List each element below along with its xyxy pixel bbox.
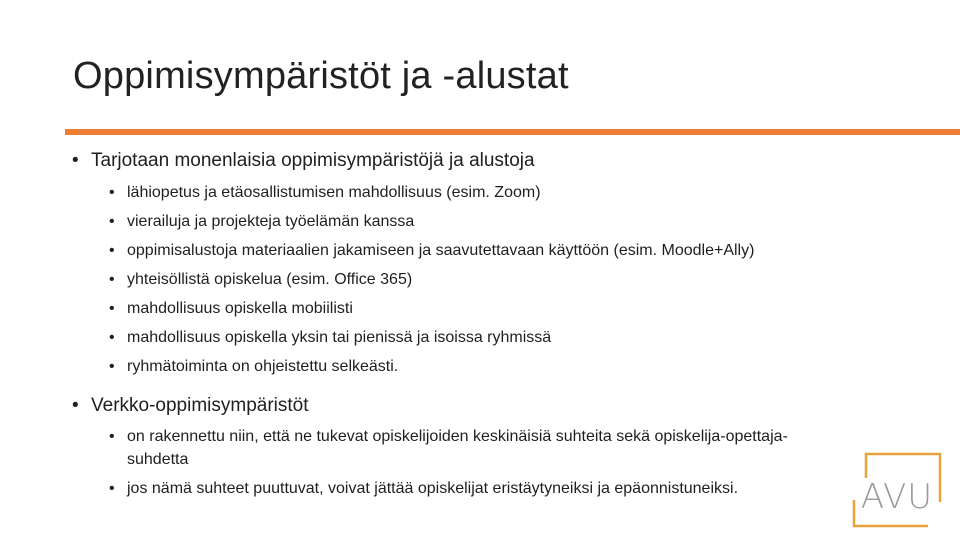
bullet-icon: • xyxy=(72,395,79,416)
bullet-icon: • xyxy=(109,358,115,375)
bullet-icon: • xyxy=(109,271,115,288)
sub-bullet-text: mahdollisuus opiskella mobiilisti xyxy=(127,300,353,317)
sub-bullet-item xyxy=(109,294,872,323)
sub-bullet-text: jos nämä suhteet puuttuvat, voivat jättää opiskelijat eristäytyneiksi ja epäonnistuneiksi. xyxy=(127,480,739,497)
slide-title: Oppimisympäristöt ja -alustat xyxy=(73,55,569,97)
bullet-group xyxy=(72,393,872,500)
bullet-icon: • xyxy=(109,300,115,317)
bullet-icon: • xyxy=(109,480,115,497)
sub-bullet-text: mahdollisuus opiskella yksin tai pienissä ja isoissa ryhmissä xyxy=(127,329,552,346)
sub-bullet-item xyxy=(109,352,872,381)
sub-bullet-text: vierailuja ja projekteja työelämän kanssa xyxy=(127,213,415,230)
title-divider xyxy=(65,129,960,135)
sub-bullet-item xyxy=(109,207,872,236)
sub-bullet-list xyxy=(72,425,872,500)
bullet-icon: • xyxy=(72,150,79,171)
bullet-text: Tarjotaan monenlaisia oppimisympäristöjä ja alustoja xyxy=(91,150,535,171)
sub-bullet-item xyxy=(109,323,872,352)
bullet-icon: • xyxy=(109,329,115,346)
bullet-list xyxy=(72,148,872,506)
sub-bullet-list xyxy=(72,178,872,381)
sub-bullet-item xyxy=(109,265,872,294)
sub-bullet-item xyxy=(109,178,872,207)
sub-bullet-text: ryhmätoiminta on ohjeistettu selkeästi. xyxy=(127,358,399,375)
bullet-icon: • xyxy=(109,428,115,445)
sub-bullet-item xyxy=(109,425,827,471)
sub-bullet-item xyxy=(109,236,872,265)
avu-logo xyxy=(852,452,942,528)
sub-bullet-item xyxy=(109,477,827,500)
bullet-icon: • xyxy=(109,213,115,230)
bullet-icon: • xyxy=(109,242,115,259)
sub-bullet-text: oppimisalustoja materiaalien jakamiseen ja saavutettavaan käyttöön (esim. Moodle+Ally) xyxy=(127,242,755,259)
bullet-item xyxy=(72,393,872,419)
bullet-icon: • xyxy=(109,184,115,201)
sub-bullet-text: yhteisöllistä opiskelua (esim. Office 365) xyxy=(127,271,413,288)
sub-bullet-text: lähiopetus ja etäosallistumisen mahdollisuus (esim. Zoom) xyxy=(127,184,541,201)
bullet-text: Verkko-oppimisympäristöt xyxy=(91,395,309,416)
sub-bullet-text: on rakennettu niin, että ne tukevat opiskelijoiden keskinäisiä suhteita sekä opiskelija-opettaja-suhdetta xyxy=(127,428,788,468)
bullet-item xyxy=(72,148,872,174)
bullet-group xyxy=(72,148,872,381)
logo-text: AVU xyxy=(860,477,934,517)
